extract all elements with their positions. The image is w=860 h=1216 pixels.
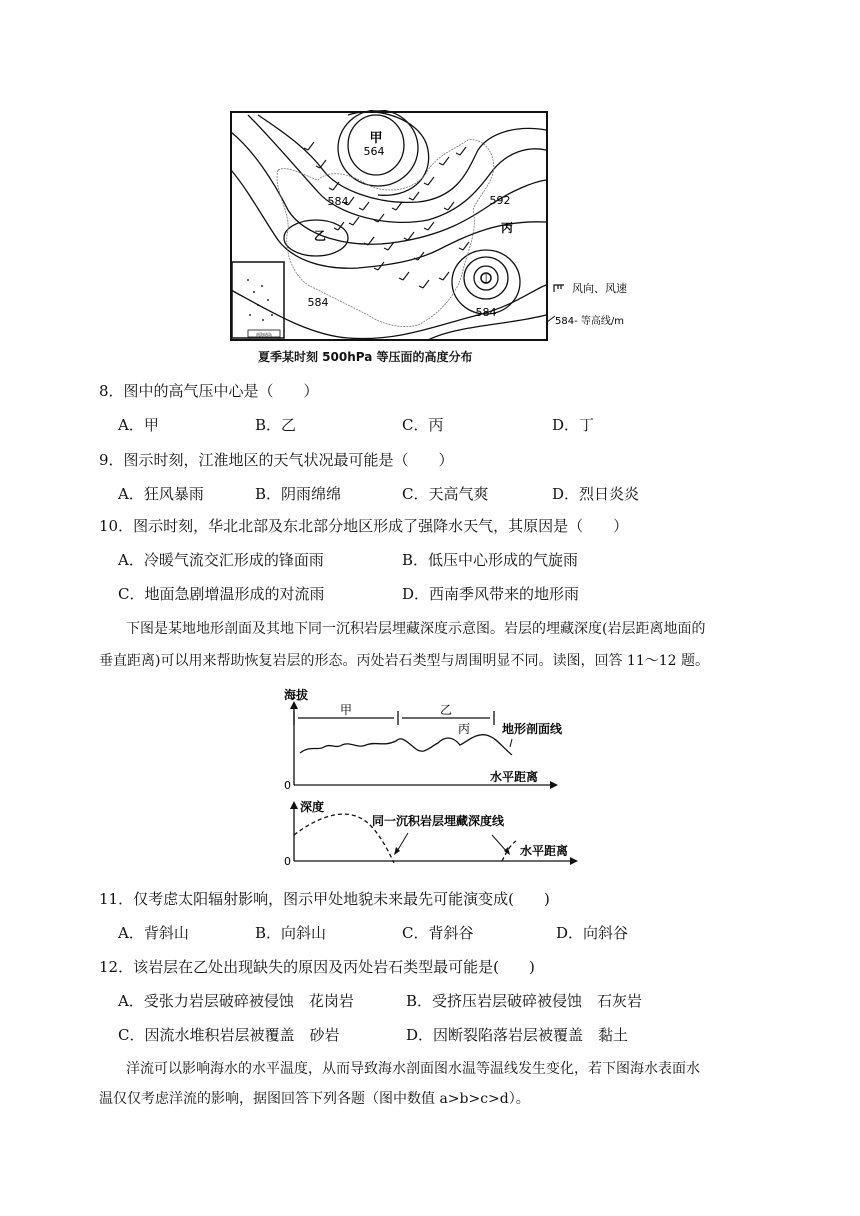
top-x-label: 水平距离 <box>490 770 539 784</box>
bottom-y-label: 深度 <box>300 800 325 814</box>
contour-584-b: 584 <box>307 296 329 309</box>
label-jia: 甲 <box>369 131 383 146</box>
q8-option-d: D．丁 <box>552 416 595 434</box>
typhoon-ding: 丁 <box>481 274 491 285</box>
legend-contour: 584- 等高线/m <box>555 316 624 327</box>
bottom-x-label: 水平距离 <box>520 844 569 858</box>
question-11-stem: 11．仅考虑太阳辐射影响，图示甲处地貌未来最先可能演变成( ) <box>99 890 550 908</box>
q8-option-b: B．乙 <box>255 416 297 434</box>
legend-wind: 风向、风速 <box>572 282 627 295</box>
q10-option-a: A．冷暖气流交汇形成的锋面雨 <box>118 551 324 569</box>
profile-svg <box>280 685 580 870</box>
q12-option-c: C．因流水堆积岩层被覆盖 砂岩 <box>118 1026 340 1044</box>
q11-option-c: C．背斜谷 <box>402 924 474 942</box>
label-bing-rock: 丙 <box>457 722 471 736</box>
q9-option-a: A．狂风暴雨 <box>118 485 204 503</box>
q12-option-d: D．因断裂陷落岩层被覆盖 黏土 <box>406 1026 629 1044</box>
legend-wind-symbol <box>554 285 564 292</box>
map-svg <box>228 110 648 342</box>
q9-option-d: D．烈日炎炎 <box>552 485 640 503</box>
q12-option-a: A．受张力岩层破碎被侵蚀 花岗岩 <box>118 992 354 1010</box>
q11-option-a: A．背斜山 <box>118 924 189 942</box>
inset-label: 南海诸岛 <box>256 332 272 337</box>
profile-line-label: 地形剖面线 <box>502 722 563 736</box>
top-origin: 0 <box>284 779 291 792</box>
contour-592: 592 <box>489 194 511 207</box>
contour-564: 564 <box>363 145 385 158</box>
contour-584-c: 584 <box>475 306 497 319</box>
q11-option-d: D．向斜谷 <box>556 924 629 942</box>
segment-jia: 甲 <box>339 703 353 717</box>
depth-line-label: 同一沉积岩层埋藏深度线 <box>372 814 505 828</box>
q11-option-b: B．向斜山 <box>255 924 327 942</box>
question-8-stem: 8．图中的高气压中心是（ ） <box>99 382 319 400</box>
q9-option-b: B．阴雨绵绵 <box>255 485 342 503</box>
question-9-stem: 9．图示时刻，江淮地区的天气状况最可能是（ ） <box>99 451 454 469</box>
q9-option-c: C．天高气爽 <box>402 485 489 503</box>
terrain-profile-line <box>300 735 512 755</box>
top-y-label: 海拔 <box>284 688 309 702</box>
label-bing: 丙 <box>500 221 514 235</box>
q10-option-c: C．地面急剧增温形成的对流雨 <box>118 585 325 603</box>
passage2-line2: 垂直距离)可以用来帮助恢复岩层的形态。丙处岩石类型与周围明显不同。读图，回答 11～12 题。 <box>99 653 709 669</box>
figure-terrain-profile <box>280 685 580 870</box>
figure1-caption: 夏季某时刻 500hPa 等压面的高度分布 <box>258 350 473 364</box>
passage3-line1: 洋流可以影响海水的水平温度，从而导致海水剖面图水温等温线发生变化，若下图海水表面水 <box>126 1061 700 1077</box>
label-yi: 乙 <box>313 229 327 243</box>
bottom-origin: 0 <box>284 855 291 868</box>
segment-yi: 乙 <box>439 703 453 717</box>
passage2-line1: 下图是某地地形剖面及其地下同一沉积岩层埋藏深度示意图。岩层的埋藏深度(岩层距离地面的 <box>126 621 706 637</box>
q10-option-d: D．西南季风带来的地形雨 <box>402 585 580 603</box>
question-10-stem: 10．图示时刻，华北北部及东北部分地区形成了强降水天气，其原因是（ ） <box>99 517 629 535</box>
contour-584-a: 584 <box>327 195 349 208</box>
passage3-line2: 温仅仅考虑洋流的影响，据图回答下列各题（图中数值 a>b>c>d）。 <box>99 1091 530 1107</box>
inset-frame <box>232 262 284 338</box>
q12-option-b: B．受挤压岩层破碎被侵蚀 石灰岩 <box>406 992 643 1010</box>
figure-500hpa-map <box>228 110 648 342</box>
question-12-stem: 12．该岩层在乙处出现缺失的原因及丙处岩石类型最可能是( ) <box>99 958 535 976</box>
q8-option-a: A．甲 <box>118 416 159 434</box>
q10-option-b: B．低压中心形成的气旋雨 <box>402 551 579 569</box>
q8-option-c: C．丙 <box>402 416 444 434</box>
